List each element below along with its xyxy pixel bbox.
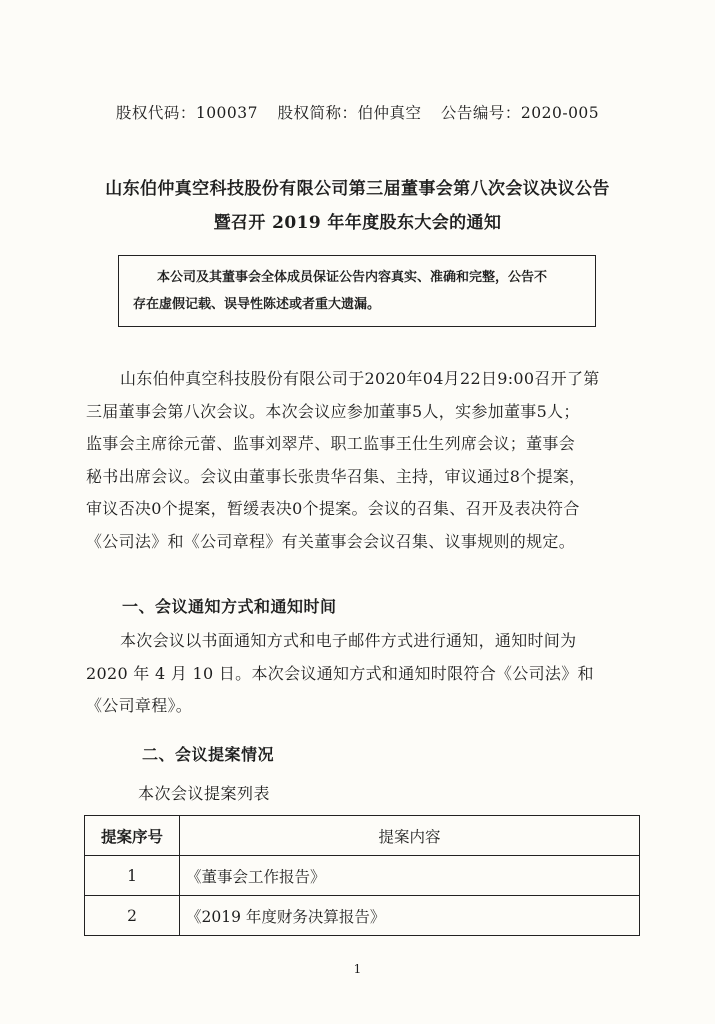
table-row: [85, 896, 640, 936]
announcement-number: 公告编号：2020-005: [440, 104, 600, 122]
stock-name: 股权简称：伯仲真空: [277, 104, 422, 122]
paragraph-line: 监事会主席徐元蕾、监事刘翠芹、职工监事王仕生列席会议；董事会: [86, 434, 576, 453]
paragraph-line: 山东伯仲真空科技股份有限公司于2020年04月22日9:00召开了第: [120, 369, 600, 388]
proposal-content: 《2019 年度财务决算报告》: [180, 896, 640, 936]
paragraph-line: 审议否决0个提案，暂缓表决0个提案。会议的召集、召开及表决符合: [86, 499, 580, 518]
paragraph-line: 《公司法》和《公司章程》有关董事会会议召集、议事规则的规定。: [86, 531, 576, 551]
paragraph-line: 秘书出席会议。会议由董事长张贵华召集、主持，审议通过8个提案，: [86, 466, 586, 486]
table-row: [85, 856, 640, 896]
table-header-row: [85, 816, 640, 856]
document-title-line2: 暨召开 2019 年年度股东大会的通知: [213, 213, 502, 233]
column-header-number: 提案序号: [85, 816, 180, 856]
announcement-header: [0, 101, 715, 123]
notice-line1: 本公司及其董事会全体成员保证公告内容真实、准确和完整，公告不: [157, 270, 548, 285]
notice-line2: 存在虚假记载、误导性陈述或者重大遗漏。: [133, 297, 381, 312]
proposal-number: 1: [85, 856, 180, 896]
proposal-number: 2: [85, 896, 180, 936]
notice-method-paragraph: [86, 625, 642, 723]
paragraph-line: 2020 年 4 月 10 日。本次会议通知方式和通知时限符合《公司法》和: [86, 663, 594, 683]
paragraph-line: 三届董事会第八次会议。本次会议应参加董事5人，实参加董事5人；: [86, 401, 580, 421]
document-title-line1: 山东伯仲真空科技股份有限公司第三届董事会第八次会议决议公告: [105, 179, 610, 199]
proposal-content: 《董事会工作报告》: [180, 856, 640, 896]
table-caption: 本次会议提案列表: [138, 784, 271, 803]
paragraph-line: 《公司章程》。: [86, 696, 193, 715]
section-heading-proposals: 二、会议提案情况: [142, 745, 275, 764]
paragraph-line: 本次会议以书面通知方式和电子邮件方式进行通知，通知时间为: [120, 631, 577, 650]
meeting-summary-paragraph: [86, 363, 642, 558]
column-header-content: 提案内容: [180, 816, 640, 856]
stock-code: 股权代码：100037: [115, 104, 258, 122]
page-number: 1: [353, 962, 362, 976]
proposals-table: [84, 815, 640, 936]
guarantee-notice-box: [118, 255, 596, 327]
section-heading-notice-method: 一、会议通知方式和通知时间: [122, 597, 337, 616]
